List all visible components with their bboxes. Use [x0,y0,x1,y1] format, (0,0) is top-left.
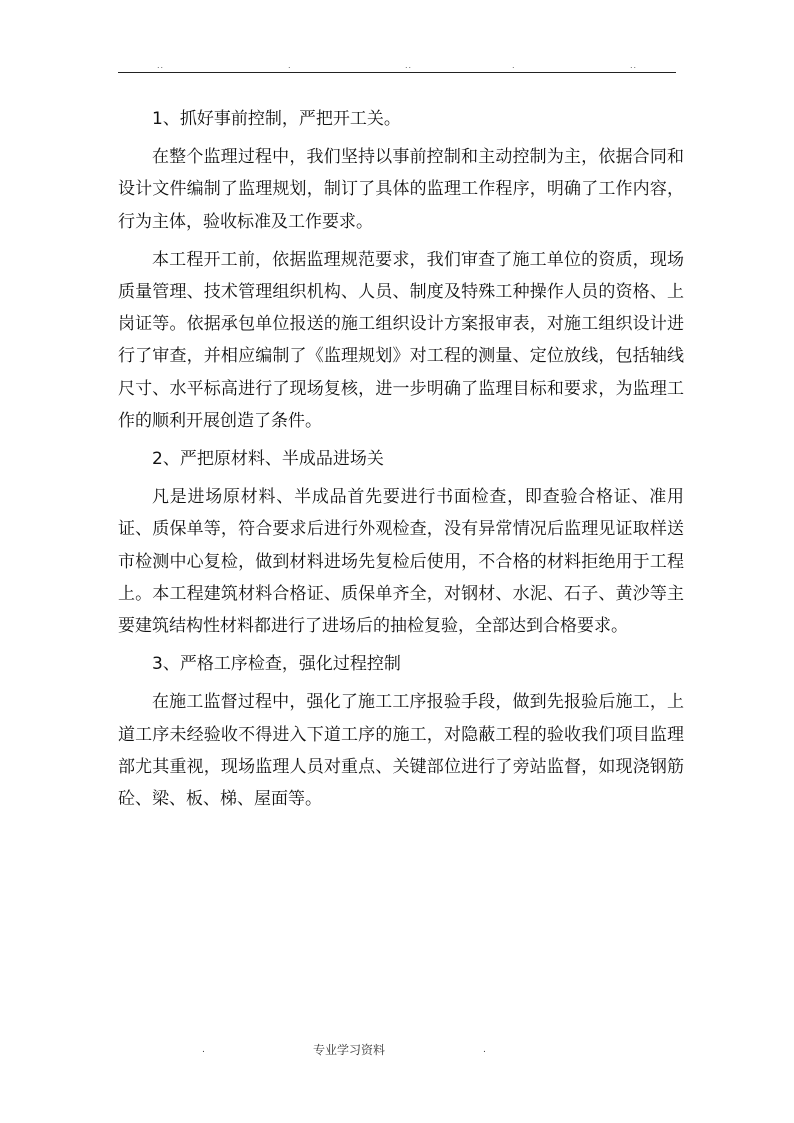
section-heading-3: 3、严格工序检查，强化过程控制 [152,654,401,675]
body-paragraph: 在施工监督过程中，强化了施工工序报验手段，做到先报验后施工，上道工序未经验收不得进入下道工序的施工，对隐蔽工程的验收我们项目监理部尤其重视，现场监理人员对重点、关键部位进行了旁站监督，如现浇钢筋砼、梁、板、梯、屋面等。 [118,692,684,810]
header-rule [118,72,676,73]
section-heading-2: 2、严把原材料、半成品进场关 [152,449,384,470]
header-dot: . [512,61,516,70]
header-dot: .. [157,61,165,70]
header-dot: .. [405,61,413,70]
section-heading-1: 1、抓好事前控制，严把开工关。 [152,109,401,129]
body-paragraph: 在整个监理过程中，我们坚持以事前控制和主动控制为主，依据合同和设计文件编制了监理规划，制订了具体的监理工作程序，明确了工作内容，行为主体，验收标准及工作要求。 [118,147,684,232]
page-footer [0,1040,794,1060]
footer-text: 专业学习资料 [313,1043,386,1057]
footer-dot: . [483,1045,486,1055]
document-body [118,103,684,821]
header-dot: .. [630,61,638,70]
header-dot: . [288,61,292,70]
body-paragraph: 凡是进场原材料、半成品首先要进行书面检查，即查验合格证、准用证、质保单等，符合要求后进行外观检查，没有异常情况后监理见证取样送市检测中心复检，做到材料进场先复检后使用，不合格的材料拒绝用于工程上。本工程建筑材料合格证、质保单齐全，对钢材、水泥、石子、黄沙等主要建筑结构性材料都进行了进场后的抽检复验，全部达到合格要求。 [118,487,684,637]
footer-dot: . [202,1045,205,1055]
body-paragraph: 本工程开工前，依据监理规范要求，我们审查了施工单位的资质，现场质量管理、技术管理组织机构、人员、制度及特殊工种操作人员的资格、上岗证等。依据承包单位报送的施工组织设计方案报审表，对施工组织设计进行了审查，并相应编制了《监理规划》对工程的测量、定位放线，包括轴线尺寸、水平标高进行了现场复核，进一步明确了监理目标和要求，为监理工作的顺利开展创造了条件。 [118,249,684,431]
